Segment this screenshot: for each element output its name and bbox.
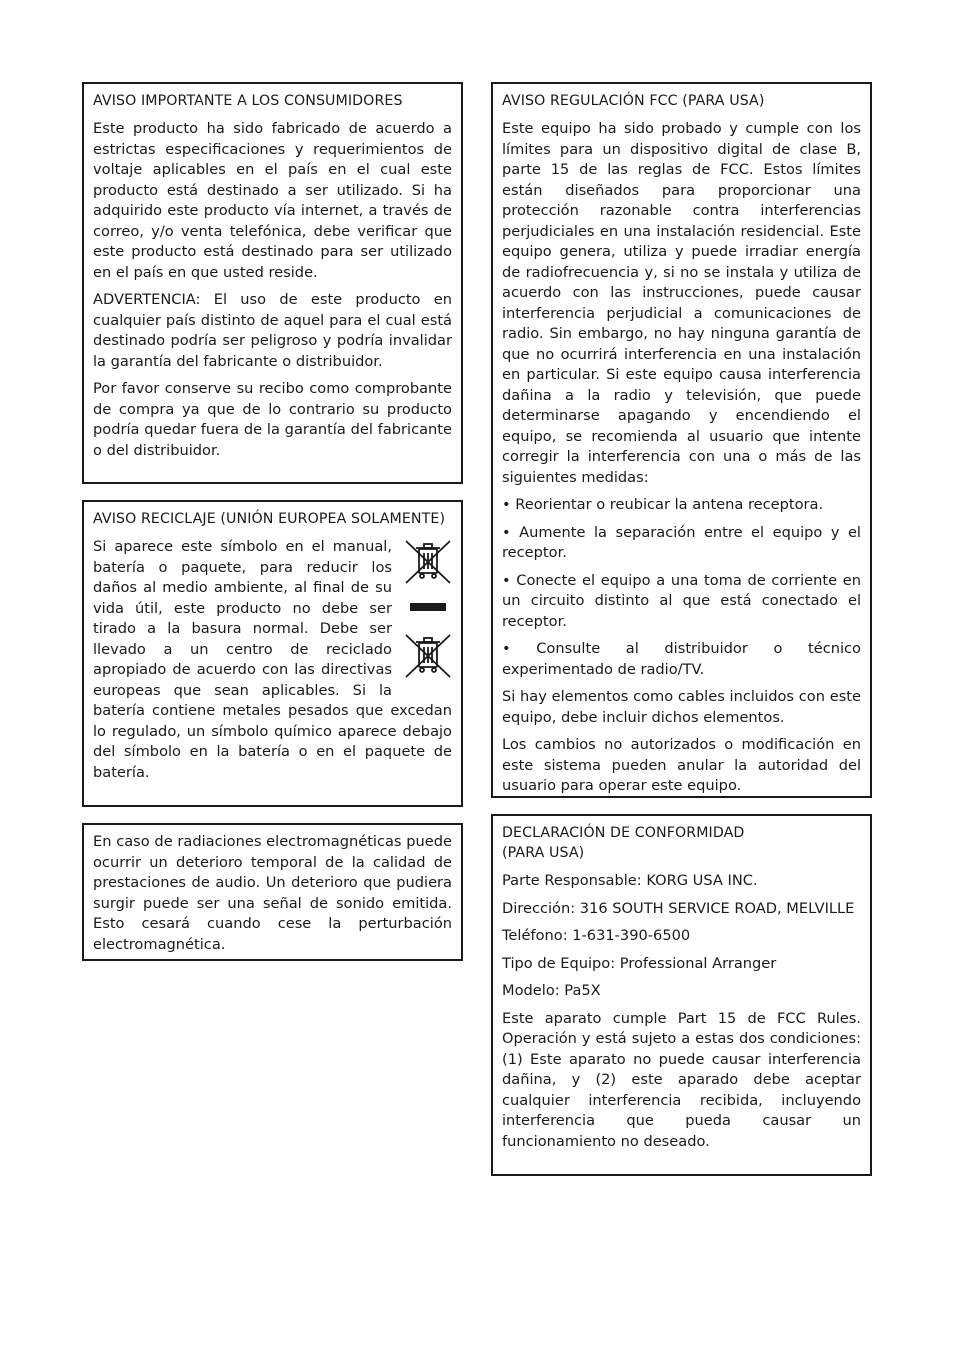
conformity-title-line: DECLARACIÓN DE CONFORMIDAD	[502, 825, 745, 841]
conformity-title-line: (PARA USA)	[502, 845, 585, 861]
fcc-notice-paragraph: Este equipo ha sido probado y cumple con los límites para un dispositivo digital de clase B, parte 15 de las reglas de FCC. Estos límites están diseñados para proporcionar una protección razonable contra interferencias perjudiciales en una instalación residencial. Este equipo genera, utiliza y puede irradiar energía de radiofrecuencia y, si no se instala y utiliza de acuerdo con las instrucciones, puede causar interferencia perjudicial a comunicaciones de radio. Sin embargo, no hay ninguna garantía de que no ocurrirá interferencia en una instalación en particular. Si este equipo causa interferencia dañina a la radio y televisión, que puede determinarse apagando y encendiendo el equipo, se recomienda al usuario que intente corregir la interferencia con una o más de las siguientes medidas:	[502, 120, 861, 486]
address: Dirección: 316 SOUTH SERVICE ROAD, MELVILLE	[502, 899, 855, 917]
responsible-party: Parte Responsable: KORG USA INC.	[502, 872, 758, 889]
recycling-notice-paragraph: Si aparece este símbolo en el manual, batería o paquete, para reducir los daños al medio ambiente, al final de su vida útil, este producto no debe ser tirado a la basura normal. Debe ser llevado a un centro de reciclado apropiado de acuerdo con las directivas europeas que sean aplicables. Si la batería contiene metales pesados que excedan lo regulado, un símbolo químico aparece debajo del símbolo en la batería o en el paquete de batería.	[93, 538, 452, 781]
recycling-notice-box	[82, 500, 463, 807]
compliance-statement: Este aparato cumple Part 15 de FCC Rules. Operación y está sujeto a estas dos condiciones: (1) Este aparato no puede causar interferencia dañina, y (2) este aparado debe aceptar cualquier interferencia recibida, incluyendo interferencia que pueda causar un funcionamiento no deseado.	[502, 1009, 861, 1150]
fcc-bullet-item: • Aumente la separación entre el equipo y el receptor.	[502, 523, 861, 561]
fcc-bullet-item: • Reorientar o reubicar la antena receptora.	[502, 496, 824, 513]
consumer-warning-paragraph: ADVERTENCIA: El uso de este producto en cualquier país distinto de aquel para el cual está destinado podría ser peligroso y podría invalidar la garantía del fabricante o distribuidor.	[93, 291, 452, 370]
recycling-symbols	[404, 539, 452, 679]
crossed-bin-icon	[404, 633, 452, 679]
consumer-receipt-paragraph: Por favor conserve su recibo como comprobante de compra ya que de lo contrario su producto podría quedar fuera de la garantía del fabricante o del distribuidor.	[93, 380, 452, 459]
fcc-notice-box	[491, 82, 872, 798]
conformity-declaration-box	[491, 814, 872, 1176]
model: Modelo: Pa5X	[502, 982, 601, 999]
recycling-notice-title: AVISO RECICLAJE (UNIÓN EUROPEA SOLAMENTE)	[93, 511, 446, 527]
consumer-notice-title: AVISO IMPORTANTE A LOS CONSUMIDORES	[93, 93, 403, 109]
consumer-notice-box	[82, 82, 463, 484]
fcc-bullet-item: • Conecte el equipo a una toma de corriente en un circuito distinto al que está conectado el receptor.	[502, 571, 861, 630]
phone: Teléfono: 1-631-390-6500	[502, 927, 691, 944]
crossed-bin-icon	[404, 539, 452, 585]
conformity-title	[502, 823, 861, 863]
fcc-cables-paragraph: Si hay elementos como cables incluidos con este equipo, debe incluir dichos elementos.	[502, 688, 861, 726]
emc-notice-box	[82, 823, 463, 961]
equipment-type: Tipo de Equipo: Professional Arranger	[502, 954, 777, 972]
fcc-bullet-item: • Consulte al distribuidor o técnico experimentado de radio/TV.	[502, 640, 861, 678]
consumer-notice-paragraph: Este producto ha sido fabricado de acuerdo a estrictas especificaciones y requerimientos de voltaje aplicables en el país en el cual este producto está destinado a ser utilizado. Si ha adquirido este producto vía internet, a través de correo, y/o venta telefónica, debe verificar que este producto está destinado para ser utilizado en el país en que usted reside.	[93, 120, 452, 281]
fcc-changes-paragraph: Los cambios no autorizados o modificación en este sistema pueden anular la autoridad del usuario para operar este equipo.	[502, 736, 861, 794]
bin-underline-bar	[410, 603, 446, 611]
fcc-notice-title: AVISO REGULACIÓN FCC (PARA USA)	[502, 93, 765, 109]
emc-notice-paragraph: En caso de radiaciones electromagnéticas puede ocurrir un deterioro temporal de la calidad de prestaciones de audio. Un deterioro que pudiera surgir puede ser una señal de sonido emitida. Esto cesará cuando cese la perturbación electromagnética.	[93, 833, 452, 953]
